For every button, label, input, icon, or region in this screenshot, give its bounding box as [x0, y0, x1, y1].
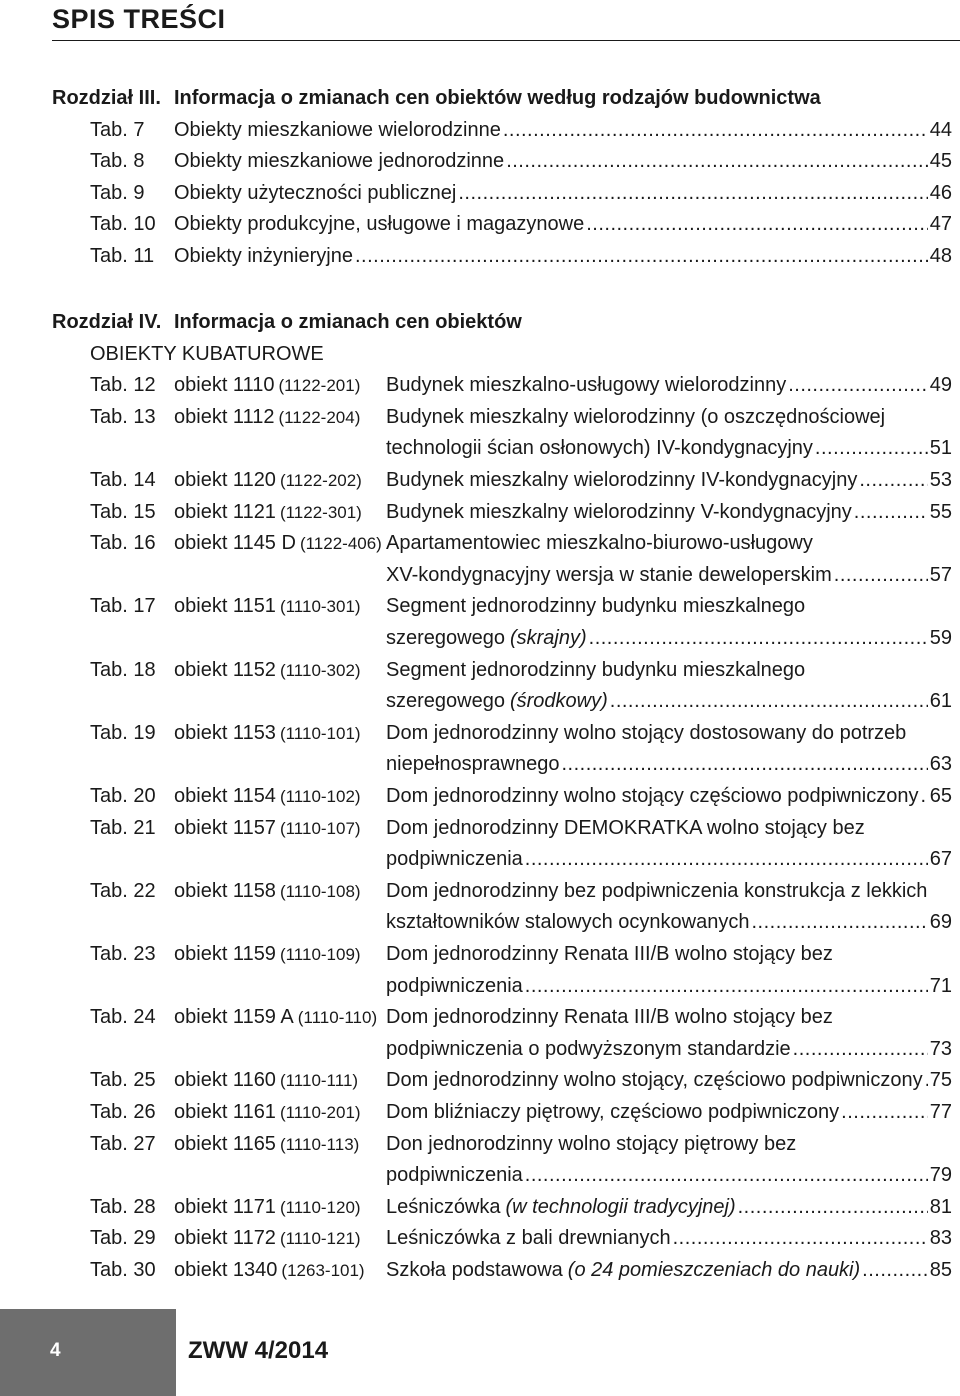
entry-title: Dom jednorodzinny wolno stojący, częściowo podpiwniczony	[386, 1069, 923, 1092]
object-code: (1110-108)	[279, 881, 361, 901]
toc-entry-text-line	[386, 465, 952, 495]
toc-entry-text-line	[386, 1002, 952, 1032]
leader-dots	[503, 115, 928, 145]
entry-title-italic: (w technologii tradycyjnej)	[505, 1195, 736, 1218]
tab-label: Tab. 18	[90, 658, 156, 681]
page-number: 85	[929, 1259, 952, 1281]
tab-label: Tab. 14	[90, 469, 156, 491]
tab-label: Tab. 7	[90, 118, 145, 141]
object-id	[174, 1129, 359, 1159]
entry-title: Leśniczówka z bali drewnianych	[386, 1227, 671, 1250]
chapter-title: Informacja o zmianach cen obiektów według rodzajów budownictwa	[174, 87, 821, 109]
object-code: (1122-201)	[278, 376, 361, 396]
object-id	[174, 876, 361, 906]
object-id	[174, 370, 360, 400]
object-number: obiekt 1171	[174, 1195, 276, 1218]
tab-label: Tab. 20	[90, 785, 156, 807]
leader-dots	[506, 146, 928, 176]
toc-entry-text-line	[386, 370, 952, 400]
object-code: (1110-301)	[279, 597, 361, 617]
object-number: obiekt 1159	[174, 943, 276, 965]
object-id	[174, 528, 382, 558]
entry-title: Obiekty mieszkaniowe jednorodzinne	[174, 150, 505, 173]
toc-entry-text-line	[174, 178, 952, 208]
object-number: obiekt 1159 A	[174, 1006, 294, 1029]
leader-dots	[589, 623, 928, 653]
toc-entry-text-line	[386, 1129, 952, 1159]
toc-entry-text-line	[174, 146, 952, 176]
page-number: 59	[929, 627, 952, 649]
object-id	[174, 1255, 365, 1285]
entry-title: Budynek mieszkalny wielorodzinny V-kondygnacyjny	[386, 500, 852, 523]
leader-dots	[561, 749, 927, 779]
page-number: 57	[929, 563, 952, 586]
leader-dots	[793, 1034, 928, 1064]
page-title: SPIS TREŚCI	[52, 4, 226, 34]
object-id	[174, 1223, 361, 1253]
leader-dots	[834, 560, 928, 590]
footer-page-box	[0, 1309, 176, 1396]
entry-title: podpiwniczenia	[386, 848, 523, 871]
leader-dots	[815, 433, 928, 463]
page-number: 44	[929, 118, 952, 141]
entry-title: podpiwniczenia	[386, 1164, 523, 1187]
toc-entry-text-line	[386, 907, 952, 937]
tab-label: Tab. 11	[90, 245, 155, 267]
leader-dots	[752, 907, 928, 937]
entry-title: kształtowników stalowych ocynkowanych	[386, 911, 750, 934]
entry-title: podpiwniczenia	[386, 974, 523, 997]
toc-entry-text-line	[386, 971, 952, 1001]
tab-label: Tab. 17	[90, 595, 156, 618]
page-number: 65	[929, 785, 952, 807]
object-code: (1110-113)	[279, 1134, 360, 1154]
toc-entry-text-line	[386, 655, 952, 685]
entry-title: Szkoła podstawowa	[386, 1259, 563, 1281]
entry-title: szeregowego	[386, 627, 505, 649]
object-number: obiekt 1154	[174, 785, 276, 807]
tab-label: Tab. 27	[90, 1132, 156, 1155]
entry-title: Apartamentowiec mieszkalno-biurowo-usługowy	[386, 532, 813, 555]
title-rule	[52, 40, 960, 41]
entry-title: Dom jednorodzinny wolno stojący dostosowany do potrzeb	[386, 721, 907, 744]
toc-entry-text-line	[386, 1097, 952, 1127]
leader-dots	[862, 1255, 928, 1285]
toc-entry-text-line	[174, 115, 952, 145]
toc-entry-text-line	[386, 844, 952, 874]
leader-dots	[841, 1097, 928, 1127]
entry-title-italic: (skrajny)	[509, 627, 587, 649]
object-code: (1110-101)	[279, 723, 361, 743]
tab-label: Tab. 12	[90, 374, 156, 397]
entry-title: Dom jednorodzinny DEMOKRATKA wolno stojący bez	[386, 816, 865, 839]
object-id	[174, 497, 362, 527]
entry-title: Obiekty mieszkaniowe wielorodzinne	[174, 118, 501, 141]
toc-entry-text-line	[386, 623, 952, 653]
object-id	[174, 591, 361, 621]
tab-label: Tab. 24	[90, 1006, 156, 1029]
object-code: (1122-406)	[299, 534, 382, 554]
leader-dots	[610, 686, 928, 716]
toc-entry-text-line	[386, 402, 952, 432]
object-id	[174, 1097, 361, 1127]
entry-title-italic: (środkowy)	[509, 690, 608, 713]
object-number: obiekt 1153	[174, 721, 276, 744]
object-number: obiekt 1121	[174, 500, 276, 523]
tab-label: Tab. 26	[90, 1101, 156, 1123]
toc-entry-text-line	[386, 1223, 952, 1253]
leader-dots	[788, 370, 928, 400]
entry-title: Budynek mieszkalno-usługowy wielorodzinny	[386, 374, 787, 397]
object-code: (1110-102)	[279, 787, 361, 806]
object-number: obiekt 1158	[174, 879, 276, 902]
page-number: 48	[929, 245, 952, 267]
section-subheading: OBIEKTY KUBATUROWE	[90, 342, 324, 365]
page-number: 75	[929, 1069, 952, 1092]
page-number: 69	[929, 911, 952, 934]
footer-journal-title: ZWW 4/2014	[188, 1337, 329, 1364]
tab-label: Tab. 19	[90, 721, 156, 744]
toc-entry-text-line	[174, 209, 952, 239]
object-code: (1122-202)	[279, 471, 362, 490]
object-number: obiekt 1172	[174, 1227, 276, 1250]
toc-entry-text-line	[386, 939, 952, 969]
leader-dots	[859, 465, 927, 495]
toc-entry-text-line	[386, 686, 952, 716]
toc-entry-text-line	[386, 1255, 952, 1285]
entry-title: Dom jednorodzinny Renata III/B wolno stojący bez	[386, 943, 833, 965]
object-code: (1110-121)	[279, 1229, 361, 1249]
toc-entry-text-line	[386, 1034, 952, 1064]
object-code: (1110-107)	[279, 818, 361, 838]
toc-entry-text-line	[174, 241, 952, 271]
leader-dots	[355, 241, 928, 271]
entry-title: Dom bliźniaczy piętrowy, częściowo podpiwniczony	[386, 1101, 840, 1123]
toc-entry-text-line	[386, 876, 952, 906]
toc-entry-text-line	[386, 1192, 952, 1222]
toc-entry-text-line	[386, 528, 952, 558]
object-id	[174, 465, 362, 495]
page-number: 53	[929, 469, 952, 491]
object-id	[174, 655, 361, 685]
object-code: (1110-110)	[297, 1008, 378, 1028]
leader-dots	[738, 1192, 928, 1222]
object-number: obiekt 1161	[174, 1101, 276, 1123]
object-code: (1110-120)	[279, 1197, 361, 1217]
page-number: 79	[929, 1164, 952, 1187]
tab-label: Tab. 9	[90, 181, 145, 204]
page-number: 77	[929, 1101, 952, 1123]
entry-title: Obiekty inżynieryjne	[174, 245, 353, 267]
object-id	[174, 813, 361, 843]
object-number: obiekt 1165	[174, 1132, 276, 1155]
page-number: 55	[929, 500, 952, 523]
leader-dots	[673, 1223, 928, 1253]
tab-label: Tab. 10	[90, 213, 156, 236]
object-id	[174, 1192, 361, 1222]
object-code: (1263-101)	[281, 1261, 365, 1280]
toc-entry-text-line	[386, 560, 952, 590]
object-id	[174, 781, 361, 811]
page-number: 47	[929, 213, 952, 236]
entry-title: Segment jednorodzinny budynku mieszkalnego	[386, 658, 806, 681]
page-number: 67	[929, 848, 952, 871]
page-number: 46	[929, 181, 952, 204]
entry-title: Segment jednorodzinny budynku mieszkalnego	[386, 595, 806, 618]
tab-label: Tab. 21	[90, 816, 156, 839]
entry-title-italic: (o 24 pomieszczeniach do nauki)	[567, 1259, 861, 1281]
page-number: 81	[929, 1195, 952, 1218]
leader-dots	[525, 1160, 928, 1190]
object-number: obiekt 1160	[174, 1069, 276, 1092]
toc-entry-text-line	[386, 433, 952, 463]
page-number: 63	[929, 753, 952, 776]
page-number: 83	[929, 1227, 952, 1250]
leader-dots	[925, 1065, 928, 1095]
tab-label: Tab. 30	[90, 1259, 156, 1281]
entry-title: Obiekty produkcyjne, usługowe i magazynowe	[174, 213, 585, 236]
object-number: obiekt 1120	[174, 469, 276, 491]
page-number: 71	[929, 974, 952, 997]
object-number: obiekt 1112	[174, 405, 275, 428]
chapter-label: Rozdział III.	[52, 87, 161, 109]
object-code: (1122-204)	[278, 407, 361, 427]
entry-title: szeregowego	[386, 690, 505, 713]
leader-dots	[525, 971, 928, 1001]
toc-entry-text-line	[386, 813, 952, 843]
entry-title: XV-kondygnacyjny wersja w stanie deweloperskim	[386, 563, 832, 586]
object-number: obiekt 1145 D	[174, 532, 296, 555]
leader-dots	[525, 844, 928, 874]
object-id	[174, 939, 361, 969]
object-code: (1110-109)	[279, 945, 361, 964]
chapter-label: Rozdział IV.	[52, 311, 162, 333]
tab-label: Tab. 29	[90, 1227, 156, 1250]
toc-entry-text-line	[386, 591, 952, 621]
tab-label: Tab. 28	[90, 1195, 156, 1218]
entry-title: Don jednorodzinny wolno stojący piętrowy bez	[386, 1132, 797, 1155]
leader-dots	[458, 178, 927, 208]
tab-label: Tab. 22	[90, 879, 156, 902]
page-number: 49	[929, 374, 952, 397]
object-code: (1122-301)	[279, 502, 362, 522]
leader-dots	[586, 209, 928, 239]
object-code: (1110-111)	[279, 1071, 359, 1091]
object-number: obiekt 1152	[174, 658, 276, 681]
tab-label: Tab. 16	[90, 532, 156, 555]
object-number: obiekt 1151	[174, 595, 276, 618]
tab-label: Tab. 8	[90, 150, 145, 173]
page-number: 45	[929, 150, 952, 173]
toc-entry-text-line	[386, 497, 952, 527]
tab-label: Tab. 15	[90, 500, 156, 523]
entry-title: Leśniczówka	[386, 1195, 501, 1218]
entry-title: niepełnosprawnego	[386, 753, 560, 776]
leader-dots	[854, 497, 928, 527]
entry-title: Dom jednorodzinny bez podpiwniczenia konstrukcja z lekkich	[386, 879, 928, 902]
entry-title: Dom jednorodzinny Renata III/B wolno stojący bez	[386, 1006, 833, 1029]
page-number: 73	[929, 1037, 952, 1060]
object-code: (1110-201)	[279, 1103, 361, 1122]
toc-entry-text-line	[386, 718, 952, 748]
object-number: obiekt 1340	[174, 1259, 278, 1281]
toc-entry-text-line	[386, 749, 952, 779]
footer-page-number: 4	[50, 1340, 61, 1361]
object-id	[174, 718, 361, 748]
toc-entry-text-line	[386, 1160, 952, 1190]
object-id	[174, 1065, 358, 1095]
leader-dots	[921, 781, 928, 811]
toc-entry-text-line	[386, 1065, 952, 1095]
object-id	[174, 1002, 377, 1032]
entry-title: Obiekty użyteczności publicznej	[174, 181, 457, 204]
entry-title: podpiwniczenia o podwyższonym standardzie	[386, 1037, 791, 1060]
tab-label: Tab. 25	[90, 1069, 156, 1092]
page-number: 51	[929, 437, 952, 460]
object-id	[174, 402, 360, 432]
object-number: obiekt 1110	[174, 374, 275, 397]
toc-entry-text-line	[386, 781, 952, 811]
object-number: obiekt 1157	[174, 816, 276, 839]
chapter-title: Informacja o zmianach cen obiektów	[174, 311, 522, 333]
entry-title: Budynek mieszkalny wielorodzinny IV-kondygnacyjny	[386, 469, 858, 491]
entry-title: technologii ścian osłonowych) IV-kondygnacyjny	[386, 437, 813, 460]
tab-label: Tab. 23	[90, 943, 156, 965]
entry-title: Dom jednorodzinny wolno stojący częściowo podpiwniczony	[386, 785, 919, 807]
entry-title: Budynek mieszkalny wielorodzinny (o oszczędnościowej	[386, 405, 886, 428]
tab-label: Tab. 13	[90, 405, 156, 428]
page-number: 61	[929, 690, 952, 713]
object-code: (1110-302)	[279, 660, 361, 680]
